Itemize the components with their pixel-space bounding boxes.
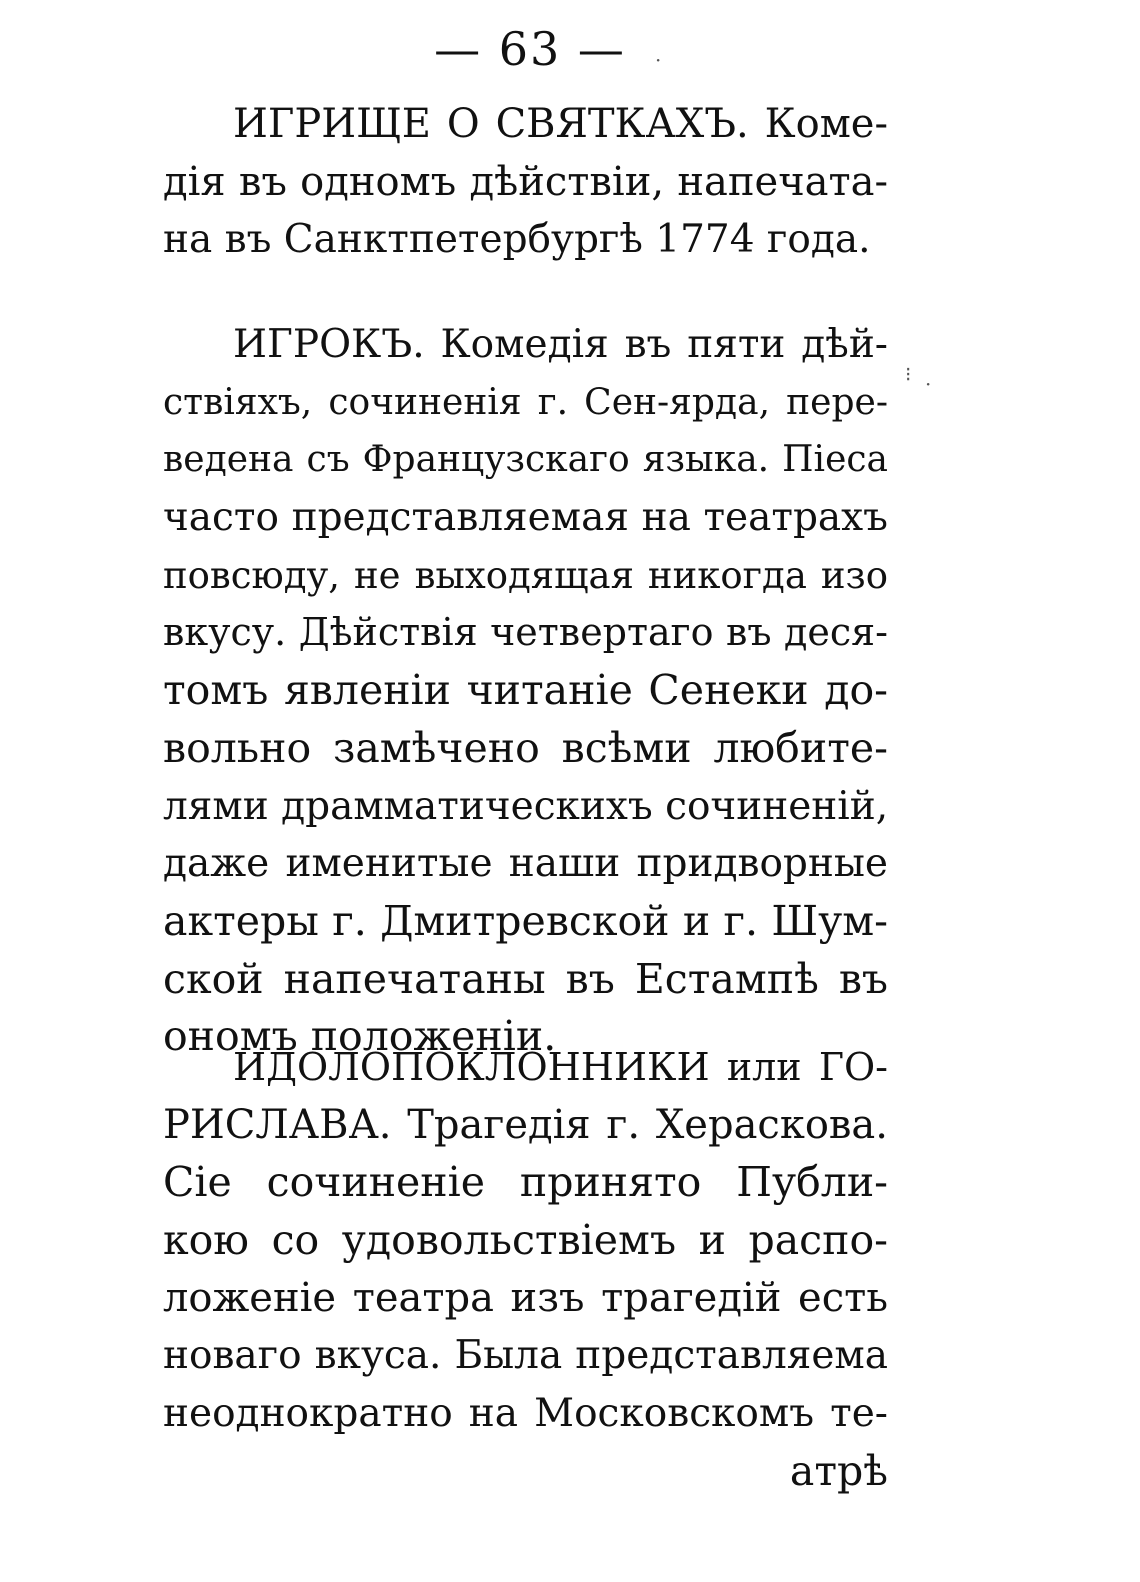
text-line: кою со удовольствіемъ и распо-	[163, 1216, 888, 1265]
scan-speck: ·	[655, 48, 662, 72]
text-line: Сіе сочиненіе принято Публи-	[163, 1158, 888, 1207]
text-line: ИГРОКЪ. Комедія въ пяти дѣй-	[233, 322, 888, 367]
text-line: ономъ положеніи.	[163, 1012, 557, 1061]
text-line: ствіяхъ, сочиненія г. Сен-ярда, пере-	[163, 381, 888, 423]
text-line: даже именитые наши придворные	[163, 841, 888, 887]
text-line: РИСЛАВА. Трагедія г. Хераскова.	[163, 1101, 888, 1148]
scan-speck: ⁝	[905, 362, 912, 386]
text-line: ИДОЛОПОКЛОННИКИ или ГО-	[233, 1045, 888, 1089]
text-line: актеры г. Дмитревской и г. Шум-	[163, 896, 888, 945]
text-line: лями драмматическихъ сочиненій,	[163, 783, 889, 829]
text-line: вкусу. Дѣйствія четвертаго въ деся-	[163, 610, 888, 655]
entry-idolopoklonniki	[163, 1039, 888, 1501]
text-line: часто представляемая на театрахъ	[163, 495, 888, 541]
text-line: ложеніе театра изъ трагедій есть	[163, 1274, 888, 1321]
text-line: вольно замѣчено всѣми любите-	[163, 723, 888, 772]
text-line: повсюду, не выходящая никогда изо	[163, 553, 888, 597]
text-line: новаго вкуса. Была представляема	[163, 1333, 888, 1379]
entry-igrishche	[163, 96, 888, 269]
text-line: томъ явленіи читаніе Сенеки до-	[163, 666, 888, 715]
text-line: ведена съ Французскаго языка. Піеса	[163, 439, 888, 481]
catchword: атрѣ	[789, 1446, 888, 1495]
text-line: дія въ одномъ дѣйствіи, напечата-	[163, 158, 888, 205]
text-line: ИГРИЩЕ О СВЯТКАХЪ. Коме-	[233, 101, 888, 147]
entry-igrok	[163, 316, 888, 1066]
text-line: на въ Санктпетербургѣ 1774 года.	[163, 217, 871, 263]
page-number: — 63 —	[434, 22, 626, 76]
text-line: ской напечатаны въ Естампѣ въ	[163, 954, 888, 1003]
scan-speck: ·	[925, 372, 932, 396]
text-line: неоднократно на Московскомъ те-	[163, 1391, 888, 1437]
